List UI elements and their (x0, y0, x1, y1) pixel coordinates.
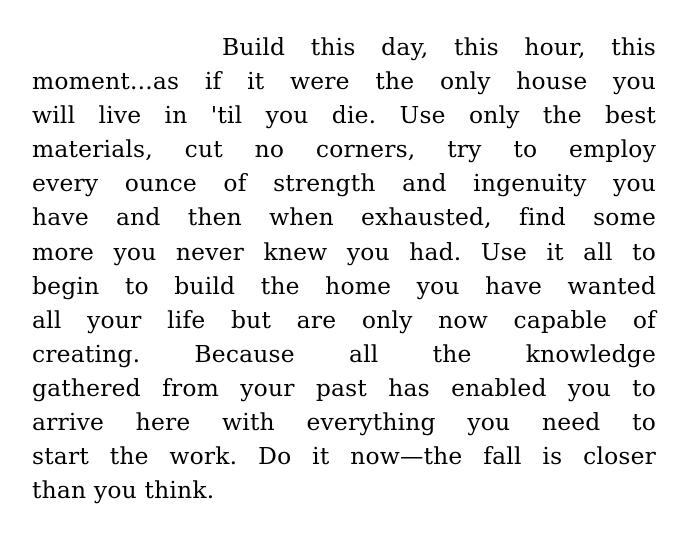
text-line: creating. Because all the knowledge (32, 339, 656, 368)
text-line: Build this day, this hour, this (222, 33, 656, 61)
text-line: start the work. Do it now—the fall is closer (32, 442, 656, 471)
text-line: moment...as if it were the only house you (32, 67, 656, 96)
text-line: materials, cut no corners, try to employ (32, 135, 656, 164)
text-line: every ounce of strength and ingenuity you (32, 169, 656, 198)
text-line: will live in 'til you die. Use only the best (32, 101, 656, 130)
text-line: all your life but are only now capable of (32, 305, 656, 334)
text-line: begin to build the home you have wanted (32, 271, 656, 300)
text-line: more you never knew you had. Use it all to (32, 237, 656, 266)
text-line: arrive here with everything you need to (32, 408, 656, 437)
text-line: than you think. (32, 476, 215, 505)
quote-paragraph (32, 30, 656, 507)
text-line: gathered from your past has enabled you to (32, 373, 656, 402)
text-line: have and then when exhausted, find some (32, 203, 656, 232)
